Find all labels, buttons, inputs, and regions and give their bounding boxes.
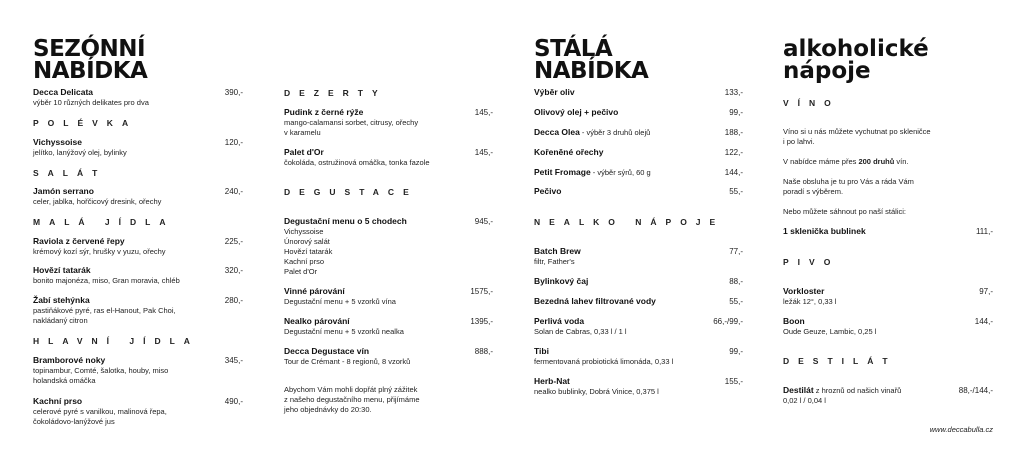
menu-item: Pudink z černé rýže mango-calamansi sorbet, citrusy, ořechy v karamelu xyxy=(284,107,419,137)
menu-item: Vorkloster ležák 12°, 0,33 l xyxy=(783,286,837,306)
menu-item: Bramborové noky topinambur, Comté, šalotka, houby, miso holandská omáčka xyxy=(33,355,169,385)
price: 55,- xyxy=(729,187,743,196)
price: 77,- xyxy=(729,247,743,256)
menu-item: Tibi fermentovaná probiotická limonáda, 0,33 l xyxy=(534,346,674,366)
price: 111,- xyxy=(975,227,993,236)
title-sezonni: SEZÓNNÍ NABÍDKA xyxy=(33,36,148,84)
price: 144,- xyxy=(724,168,743,177)
menu-item: Kořeněné ořechy xyxy=(534,147,604,157)
menu-item: Hovězí tatarák bonito majonéza, miso, Gran moravia, chléb xyxy=(33,265,180,285)
price: 188,- xyxy=(724,128,743,137)
menu-item: Raviola z červené řepy krémový kozí sýr, hrušky v yuzu, ořechy xyxy=(33,236,166,256)
price: 145,- xyxy=(474,148,493,157)
price: 122,- xyxy=(724,148,743,157)
section-nealko-napoje: NEALKO NÁPOJE xyxy=(534,217,725,227)
website-url: www.deccabulla.cz xyxy=(929,425,993,434)
price: 888,- xyxy=(474,347,493,356)
price: 120,- xyxy=(224,138,243,147)
menu-item: Olivový olej + pečivo xyxy=(534,107,619,117)
vino-text-200: V nabídce máme přes 200 druhů vín. xyxy=(783,157,909,166)
price: 240,- xyxy=(224,187,243,196)
price: 99,- xyxy=(729,108,743,117)
menu-item: Bezedná lahev filtrované vody xyxy=(534,296,656,306)
menu-item: Petit Fromage - výběr sýrů, 60 g xyxy=(534,167,651,177)
menu-item: Decca Olea - výběr 3 druhů olejů xyxy=(534,127,651,137)
menu-item: Vinné párování Degustační menu + 5 vzorků vína xyxy=(284,286,396,306)
section-destilat: DESTILÁT xyxy=(783,356,897,366)
price: 345,- xyxy=(224,356,243,365)
vino-text-stalice: Nebo můžete sáhnout po naší stálici: xyxy=(783,207,906,216)
price: 88,-/144,- xyxy=(958,386,993,395)
menu-item: Decca Degustace vín Tour de Crémant - 8 regionů, 8 vzorků xyxy=(284,346,411,366)
menu-item: Degustační menu o 5 chodech Vichyssoise Únorový salát Hovězí tatarák Kachní prso Palet d'Or xyxy=(284,216,407,276)
section-pivo: PIVO xyxy=(783,257,840,267)
price: 88,- xyxy=(729,277,743,286)
price: 945,- xyxy=(474,217,493,226)
price: 145,- xyxy=(474,108,493,117)
menu-item: Kachní prso celerové pyré s vanilkou, malinová řepa, čokoládovo-lanýžové jus xyxy=(33,396,167,426)
menu-item: Jamón serrano celer, jablka, hořčicový dresink, ořechy xyxy=(33,186,162,206)
menu-item: 1 sklenička bublinek xyxy=(783,226,866,236)
title-stala: STÁLÁ NABÍDKA xyxy=(534,36,649,84)
price: 1395,- xyxy=(470,317,493,326)
section-hlavni-jidla: HLAVNÍ JÍDLA xyxy=(33,336,199,346)
price: 155,- xyxy=(724,377,743,386)
vino-text-obsluha: Naše obsluha je tu pro Vás a ráda Vám poradí s výběrem. xyxy=(783,177,914,196)
menu-item: Bylinkový čaj xyxy=(534,276,589,286)
menu-item: Boon Oude Geuze, Lambic, 0,25 l xyxy=(783,316,877,336)
price: 99,- xyxy=(729,347,743,356)
price: 133,- xyxy=(724,88,743,97)
menu-item: Palet d'Or čokoláda, ostružinová omáčka, tonka fazole xyxy=(284,147,430,167)
menu-item: Decca Delicata výběr 10 různých delikates pro dva xyxy=(33,87,149,107)
section-mala-jidla: MALÁ JÍDLA xyxy=(33,217,175,227)
section-salat: SALÁT xyxy=(33,168,107,178)
menu-item: Perlivá voda Solan de Cabras, 0,33 l / 1 l xyxy=(534,316,627,336)
vino-text: Víno si u nás můžete vychutnat po skleničce i po lahvi. xyxy=(783,127,931,146)
section-polevka: POLÉVKA xyxy=(33,118,138,128)
menu-item: Pečivo xyxy=(534,186,562,196)
price: 280,- xyxy=(224,296,243,305)
price: 490,- xyxy=(224,397,243,406)
price: 320,- xyxy=(224,266,243,275)
menu-item: Herb-Nat nealko bublinky, Dobrá Vinice, 0,375 l xyxy=(534,376,659,396)
menu-item: Žabí stehýnka pastiňákové pyré, ras el-Hanout, Pak Choi, nakládaný citron xyxy=(33,295,176,325)
price: 390,- xyxy=(224,88,243,97)
price: 97,- xyxy=(979,287,993,296)
menu-item: Destilát z hroznů od našich vinařů 0,02 l / 0,04 l xyxy=(783,385,902,405)
price: 225,- xyxy=(224,237,243,246)
menu-item: Batch Brew filtr, Father's xyxy=(534,246,581,266)
menu-item: Nealko párování Degustační menu + 5 vzorků nealka xyxy=(284,316,404,336)
title-alkoholicke: alkoholické nápoje xyxy=(783,36,929,84)
section-vino: VÍNO xyxy=(783,98,840,108)
price: 144,- xyxy=(974,317,993,326)
menu-item: Vichyssoise jelítko, lanýžový olej, bylinky xyxy=(33,137,127,157)
section-dezerty: DEZERTY xyxy=(284,88,387,98)
price: 55,- xyxy=(729,297,743,306)
section-degustace: DEGUSTACE xyxy=(284,187,418,197)
degustace-note: Abychom Vám mohli dopřát plný zážitek z našeho degustačního menu, přijímáme jeho objednávky do 20:30. xyxy=(284,385,420,414)
price: 66,-/99,- xyxy=(713,317,743,326)
price: 1575,- xyxy=(470,287,493,296)
menu-item: Výběr oliv xyxy=(534,87,575,97)
